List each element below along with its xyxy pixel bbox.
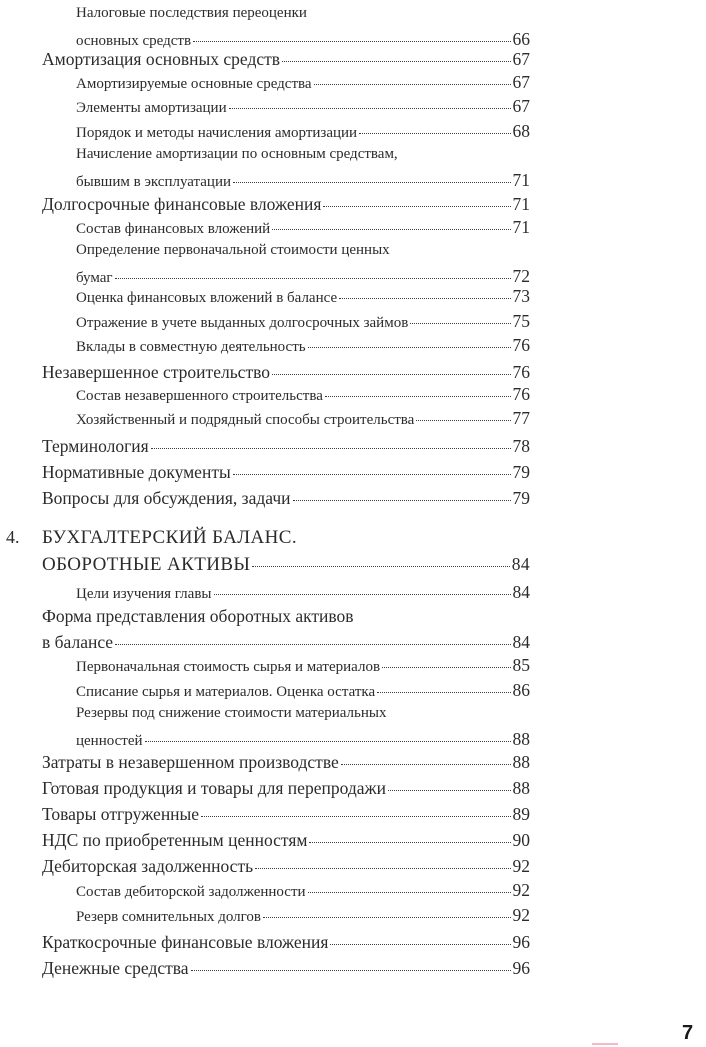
dot-leaders xyxy=(193,30,510,45)
dot-leaders xyxy=(233,171,510,186)
toc-page-number: 79 xyxy=(512,487,530,508)
toc-entry-title: Оценка финансовых вложений в балансе xyxy=(76,290,338,306)
toc-page-number: 89 xyxy=(512,803,530,824)
dot-leaders xyxy=(308,336,511,351)
toc-entry-title: Незавершенное строительство xyxy=(42,361,270,382)
dot-leaders xyxy=(272,360,511,378)
toc-page-number: 68 xyxy=(512,121,530,141)
toc-page-number: 71 xyxy=(512,193,530,214)
dot-leaders xyxy=(325,385,511,400)
dot-leaders xyxy=(323,192,510,210)
dot-leaders xyxy=(293,486,511,504)
toc-entry-title: Долгосрочные финансовые вложения xyxy=(42,193,322,214)
toc-entry-title: Готовая продукция и товары для перепродажи xyxy=(42,777,386,798)
toc-page-number: 88 xyxy=(512,751,530,772)
toc-page-number: 77 xyxy=(512,408,530,428)
toc-entry-title: Денежные средства xyxy=(42,957,189,978)
toc-entry-title: Состав дебиторской задолженности xyxy=(76,884,306,900)
dot-leaders xyxy=(191,956,511,974)
dot-leaders xyxy=(233,460,511,478)
toc-page-number: 88 xyxy=(512,777,530,798)
toc-page-number: 73 xyxy=(512,286,530,306)
folio-accent-line xyxy=(592,1043,618,1045)
toc-entry-title: Резервы под снижение стоимости материальных xyxy=(76,705,387,721)
toc-page-number: 76 xyxy=(512,384,530,404)
toc-entry-title: НДС по приобретенным ценностям xyxy=(42,829,308,850)
toc-entry-title: бывшим в эксплуатации xyxy=(76,173,232,190)
toc-page-number: 88 xyxy=(512,728,530,749)
dot-leaders xyxy=(339,287,510,302)
page-number: 7 xyxy=(682,1022,694,1044)
toc-page-number: 67 xyxy=(512,96,530,116)
dot-leaders xyxy=(263,906,511,921)
toc-entry-title: Товары отгруженные xyxy=(42,803,200,824)
toc-entry-title: Нормативные документы xyxy=(42,461,231,482)
toc-entry-title: Порядок и методы начисления амортизации xyxy=(76,125,358,141)
toc-page-number: 92 xyxy=(512,855,530,876)
toc-entry-title: БУХГАЛТЕРСКИЙ БАЛАНС. xyxy=(42,527,298,548)
dot-leaders xyxy=(282,47,510,65)
chapter-number: 4. xyxy=(6,527,20,547)
dot-leaders xyxy=(115,630,510,648)
toc-entry-title: Первоначальная стоимость сырья и материалов xyxy=(76,659,381,675)
dot-leaders xyxy=(214,583,511,598)
dot-leaders xyxy=(314,73,511,88)
toc-page-number: 67 xyxy=(512,72,530,92)
dot-leaders xyxy=(201,802,510,820)
toc-entry-title: Налоговые последствия переоценки xyxy=(76,5,307,21)
toc-page-number: 72 xyxy=(512,265,530,286)
toc-page-number: 66 xyxy=(512,28,530,49)
dot-leaders xyxy=(309,828,510,846)
dot-leaders xyxy=(115,267,511,282)
toc-entry-title: Состав финансовых вложений xyxy=(76,221,271,237)
dot-leaders xyxy=(272,218,510,233)
toc-entry-title: Затраты в незавершенном производстве xyxy=(42,751,339,772)
toc-entry-title: Вклады в совместную деятельность xyxy=(76,339,306,355)
toc-entry-title: Амортизируемые основные средства xyxy=(76,76,312,92)
toc-page-number: 76 xyxy=(512,361,530,382)
toc-entry-title: Хозяйственный и подрядный способы строительства xyxy=(76,412,415,428)
dot-leaders xyxy=(255,854,510,872)
toc-entry-title: Определение первоначальной стоимости ценных xyxy=(76,242,390,258)
toc-entry-title: Отражение в учете выданных долгосрочных займов xyxy=(76,315,409,331)
toc-entry-title: Амортизация основных средств xyxy=(42,48,281,69)
toc-entry-title: Элементы амортизации xyxy=(76,100,227,116)
toc-page-number: 92 xyxy=(512,880,530,900)
dot-leaders xyxy=(388,776,511,794)
toc-entry-title: Форма представления оборотных активов xyxy=(42,606,354,626)
toc-page-number: 75 xyxy=(512,311,530,331)
toc-entry-title: Вопросы для обсуждения, задачи xyxy=(42,487,291,508)
toc-page-number: 96 xyxy=(512,931,530,952)
toc-entry-title: в балансе xyxy=(42,631,114,652)
toc-page-number: 79 xyxy=(512,461,530,482)
toc-entry-title: Дебиторская задолженность xyxy=(42,855,254,876)
toc-page-number: 67 xyxy=(512,48,530,69)
dot-leaders xyxy=(416,409,510,424)
toc-page-number: 78 xyxy=(512,435,530,456)
toc-page-number: 76 xyxy=(512,335,530,355)
toc-page-number: 92 xyxy=(512,905,530,925)
toc-entry-title: Цели изучения главы xyxy=(76,586,212,602)
toc-page-number: 84 xyxy=(512,631,530,652)
dot-leaders xyxy=(382,656,510,671)
toc-page-number: 84 xyxy=(511,554,530,574)
toc-page-number: 86 xyxy=(512,680,530,700)
toc-entry-title: Состав незавершенного строительства xyxy=(76,388,323,404)
dot-leaders xyxy=(359,122,510,137)
toc-entry-title: ОБОРОТНЫЕ АКТИВЫ xyxy=(42,554,251,575)
dot-leaders xyxy=(151,434,511,452)
dot-leaders xyxy=(145,730,511,745)
toc-page-number: 96 xyxy=(512,957,530,978)
dot-leaders xyxy=(410,312,510,327)
toc-page-number: 90 xyxy=(512,829,530,850)
toc-entry-title: бумаг xyxy=(76,269,113,286)
toc-page-number: 85 xyxy=(512,655,530,675)
toc-entry-title: основных средств xyxy=(76,32,192,49)
toc-entry-title: Краткосрочные финансовые вложения xyxy=(42,931,329,952)
toc-page-number: 71 xyxy=(512,217,530,237)
dot-leaders xyxy=(252,551,509,570)
dot-leaders xyxy=(341,750,511,768)
dot-leaders xyxy=(229,97,511,112)
dot-leaders xyxy=(308,881,511,896)
toc-page-number: 71 xyxy=(512,169,530,190)
dot-leaders xyxy=(377,681,510,696)
toc-page-number: 84 xyxy=(512,582,530,602)
toc-entry-title: Списание сырья и материалов. Оценка остатка xyxy=(76,684,376,700)
toc-entry-title: ценностей xyxy=(76,732,143,749)
toc-entry-title: Начисление амортизации по основным средствам, xyxy=(76,146,398,162)
toc-entry-title: Резерв сомнительных долгов xyxy=(76,909,261,925)
toc-entry-title: Терминология xyxy=(42,435,149,456)
dot-leaders xyxy=(330,930,510,948)
